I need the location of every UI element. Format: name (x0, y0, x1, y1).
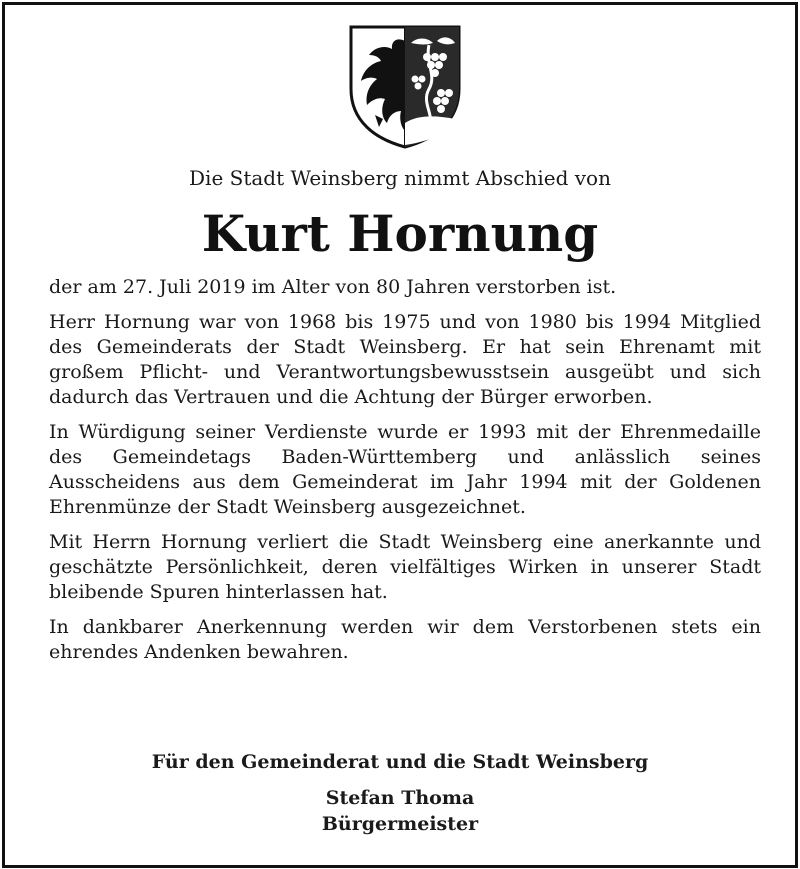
deceased-name: Kurt Hornung (201, 204, 599, 263)
paragraph: Mit Herrn Hornung verliert die Stadt Weinsberg eine anerkannte und geschätzte Persönlichkeit, deren vielfältiges Wirken in unserer Stadt bleibende Spuren hinterlassen hat. (49, 531, 761, 603)
notice-body (49, 275, 761, 675)
closing-line: Für den Gemeinderat und die Stadt Weinsberg (151, 751, 649, 773)
closing-block (5, 749, 795, 837)
coat-of-arms-icon (345, 23, 465, 149)
signatory-name: Stefan Thoma (325, 787, 475, 809)
obituary-notice (2, 2, 798, 868)
paragraph: In Würdigung seiner Verdienste wurde er 1993 mit der Ehrenmedaille des Gemeindetags Baden-Württemberg und anlässlich seines Ausscheidens aus dem Gemeinderat im Jahr 1994 mit der Goldenen Ehrenmünze der Stadt Weinsberg ausgezeichnet. (49, 421, 761, 518)
intro-line: Die Stadt Weinsberg nimmt Abschied von (189, 166, 611, 190)
paragraph: der am 27. Juli 2019 im Alter von 80 Jahren verstorben ist. (49, 276, 617, 298)
signatory-role: Bürgermeister (321, 813, 479, 835)
paragraph: Herr Hornung war von 1968 bis 1975 und von 1980 bis 1994 Mitglied des Gemeinderats der Stadt Weinsberg. Er hat sein Ehrenamt mit großem Pflicht- und Verantwortungsbewusstsein ausgeübt und sich dadurch das Vertrauen und die Achtung der Bürger erworben. (49, 311, 761, 408)
paragraph: In dankbarer Anerkennung werden wir dem Verstorbenen stets ein ehrendes Andenken bewahren. (49, 616, 761, 663)
